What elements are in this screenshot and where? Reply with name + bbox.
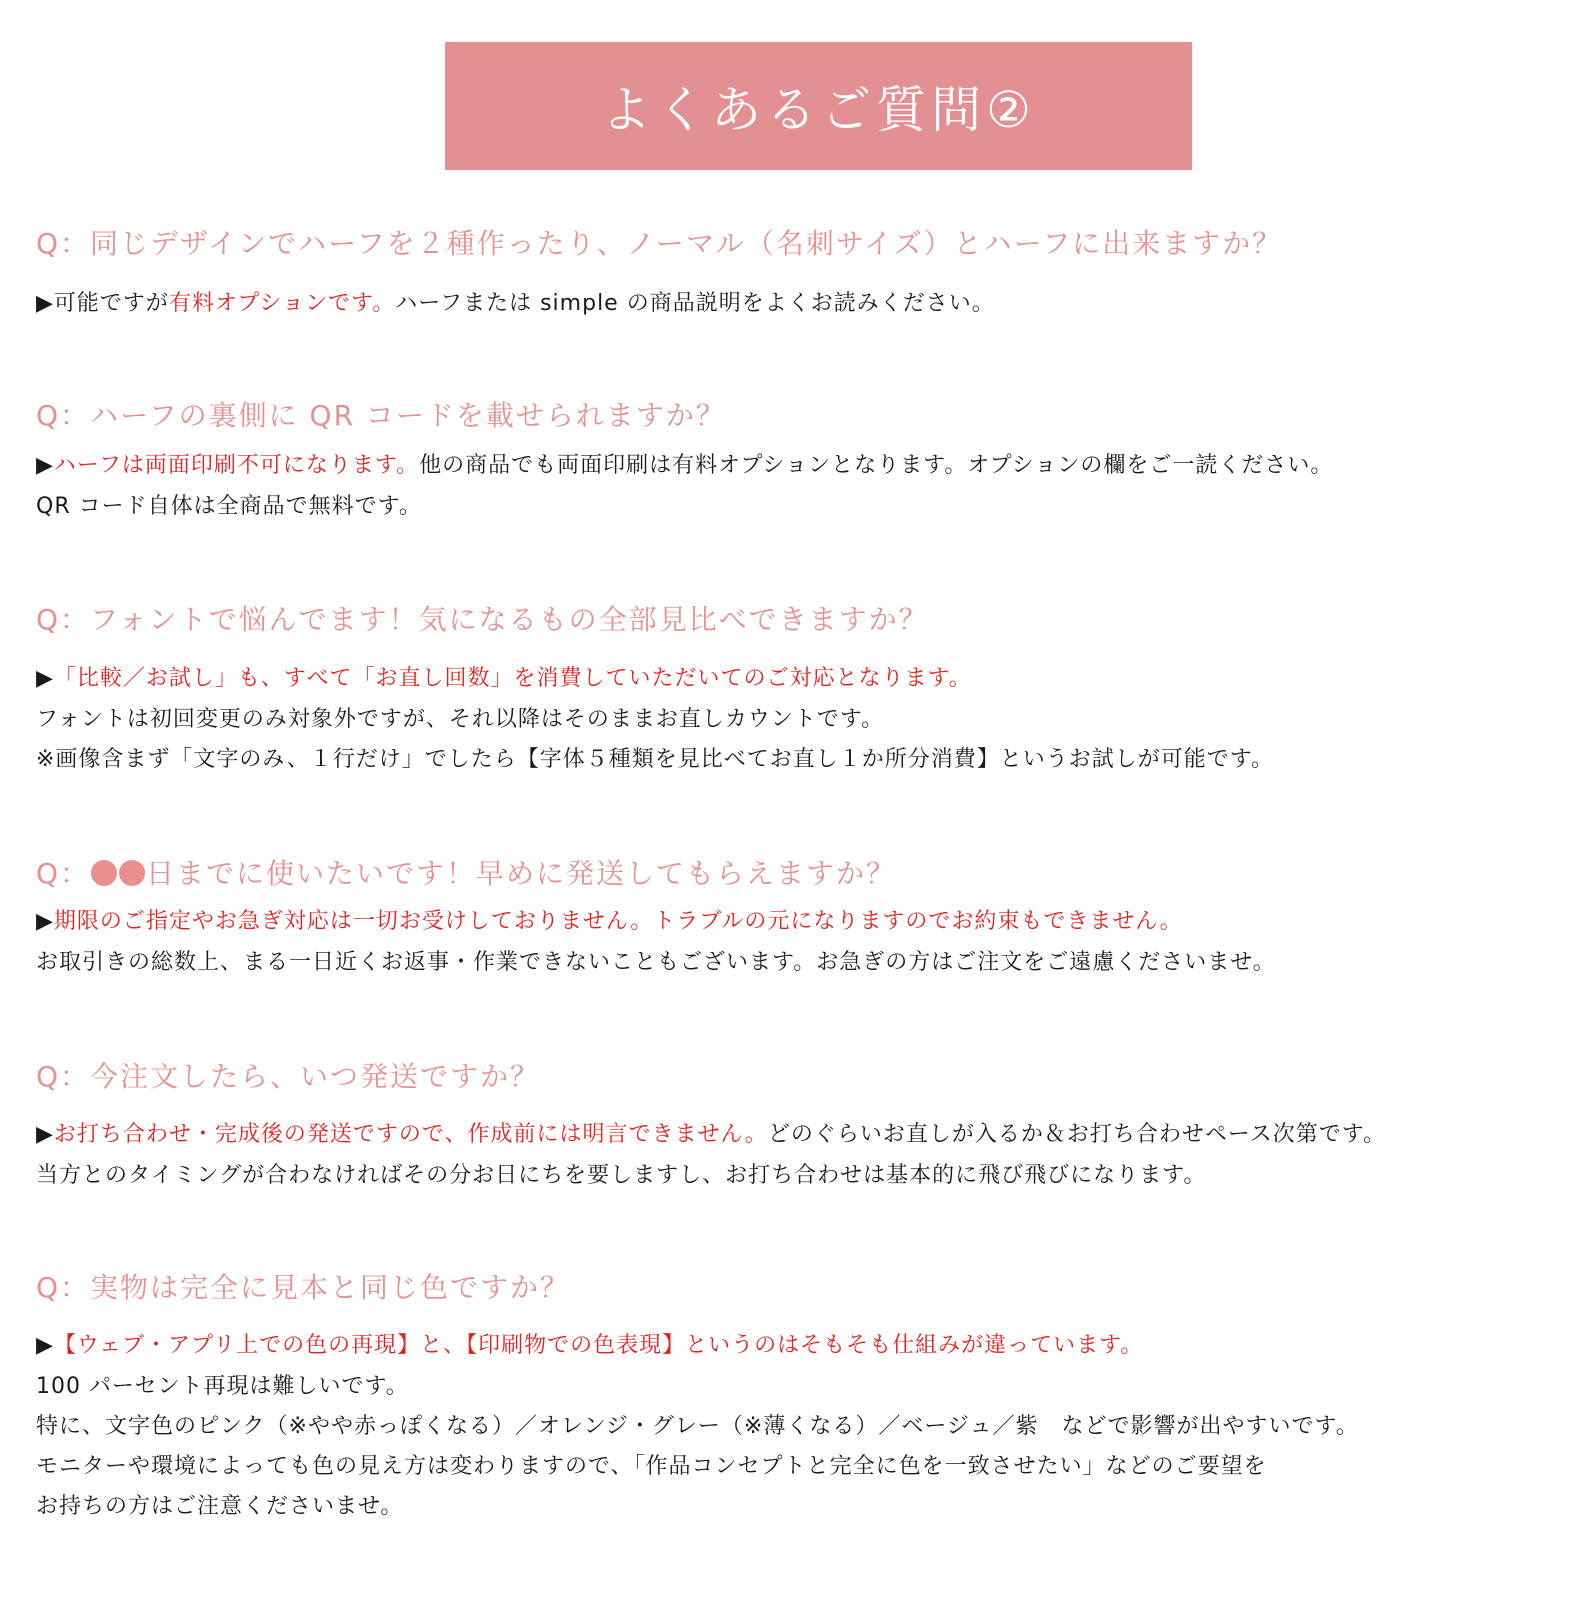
faq-question-2: Q：ハーフの裏側に QR コードを載せられますか？	[36, 399, 726, 432]
faq-question-1: Q：同じデザインでハーフを２種作ったり、ノーマル（名刺サイズ）とハーフに出来ますか？	[36, 227, 1283, 260]
faq-answer-4-line-2	[36, 945, 1276, 976]
answer-text: 100 パーセント再現は難しいです。	[36, 1374, 409, 1399]
faq-question-3: Q：フォントで悩んでます！気になるもの全部見比べできますか？	[36, 603, 929, 636]
answer-text: お持ちの方はご注意くださいませ。	[36, 1494, 404, 1519]
answer-text: どのぐらいお直しが入るか＆お打ち合わせペース次第です。	[767, 1122, 1386, 1147]
faq-answer-2-line-2	[36, 489, 422, 520]
answer-emphasis: 有料オプションです。	[168, 291, 396, 316]
faq-answer-6-line-4	[36, 1449, 1267, 1480]
page-title: よくあるご質問②	[601, 81, 1036, 139]
answer-emphasis: お打ち合わせ・完成後の発送ですので、作成前には明言できません。	[53, 1122, 768, 1147]
faq-question-6: Q：実物は完全に見本と同じ色ですか？	[36, 1271, 571, 1304]
placeholder-dot-icon	[119, 860, 145, 886]
title-banner	[445, 42, 1192, 170]
answer-text: モニターや環境によっても色の見え方は変わりますので、「作品コンセプトと完全に色を一致させたい」などのご要望を	[36, 1454, 1267, 1479]
question-suffix: 日までに使いたいです！早めに発送してもらえますか？	[146, 857, 897, 890]
answer-text: お取引きの総数上、まる一日近くお返事・作業できないこともございます。お急ぎの方はご注文をご遠慮くださいませ。	[36, 950, 1276, 975]
answer-text: ※画像含まず「文字のみ、１行だけ」でしたら【字体５種類を見比べてお直し１か所分消費】というお試しが可能です。	[36, 747, 1274, 772]
answer-text: 他の商品でも両面印刷は有料オプションとなります。オプションの欄をご一読ください。	[419, 453, 1334, 478]
answer-text: QR コード自体は全商品で無料です。	[36, 494, 422, 519]
answer-emphasis: 「比較／お試し」も、すべて「お直し回数」を消費していただいてのご対応となります。	[53, 666, 972, 691]
faq-answer-6-line-3	[36, 1409, 1359, 1440]
faq-answer-4-line-1	[36, 904, 1183, 935]
answer-emphasis: 期限のご指定やお急ぎ対応は一切お受けしておりません。トラブルの元になりますのでお約束もできません。	[53, 909, 1183, 934]
faq-answer-6-line-5	[36, 1489, 403, 1520]
answer-emphasis: 【ウェブ・アプリ上での色の再現】と、【印刷物での色表現】というのはそもそも仕組みが違っています。	[53, 1333, 1144, 1358]
faq-answer-3-line-2	[36, 702, 884, 733]
answer-text: ハーフまたは simple の商品説明をよくお読みください。	[395, 291, 995, 316]
faq-answer-1-line-1	[36, 286, 995, 317]
faq-answer-3-line-3	[36, 742, 1274, 773]
answer-text: 当方とのタイミングが合わなければその分お日にちを要しますし、お打ち合わせは基本的に飛び飛びになります。	[36, 1163, 1207, 1188]
faq-question-5: Q：今注文したら、いつ発送ですか？	[36, 1060, 541, 1093]
answer-marker: ▶	[36, 291, 54, 316]
faq-answer-6-line-1	[36, 1328, 1143, 1359]
answer-text: 可能ですが	[53, 291, 169, 316]
question-prefix: Q：	[36, 857, 91, 890]
faq-answer-2-line-1	[36, 448, 1333, 479]
answer-marker: ▶	[36, 453, 54, 478]
answer-text: フォントは初回変更のみ対象外ですが、それ以降はそのままお直しカウントです。	[36, 707, 885, 732]
placeholder-dot-icon	[91, 860, 117, 886]
answer-marker: ▶	[36, 909, 54, 934]
faq-question-4	[36, 852, 896, 892]
answer-marker: ▶	[36, 1333, 54, 1358]
answer-marker: ▶	[36, 1122, 54, 1147]
answer-emphasis: ハーフは両面印刷不可になります。	[53, 453, 420, 478]
faq-answer-3-line-1	[36, 661, 972, 692]
faq-answer-5-line-1	[36, 1117, 1386, 1148]
faq-answer-6-line-2	[36, 1369, 409, 1400]
answer-marker: ▶	[36, 666, 54, 691]
answer-text: 特に、文字色のピンク（※やや赤っぽくなる）／オレンジ・グレー（※薄くなる）／ベージュ／紫 などで影響が出やすいです。	[36, 1414, 1359, 1439]
faq-answer-5-line-2	[36, 1158, 1206, 1189]
